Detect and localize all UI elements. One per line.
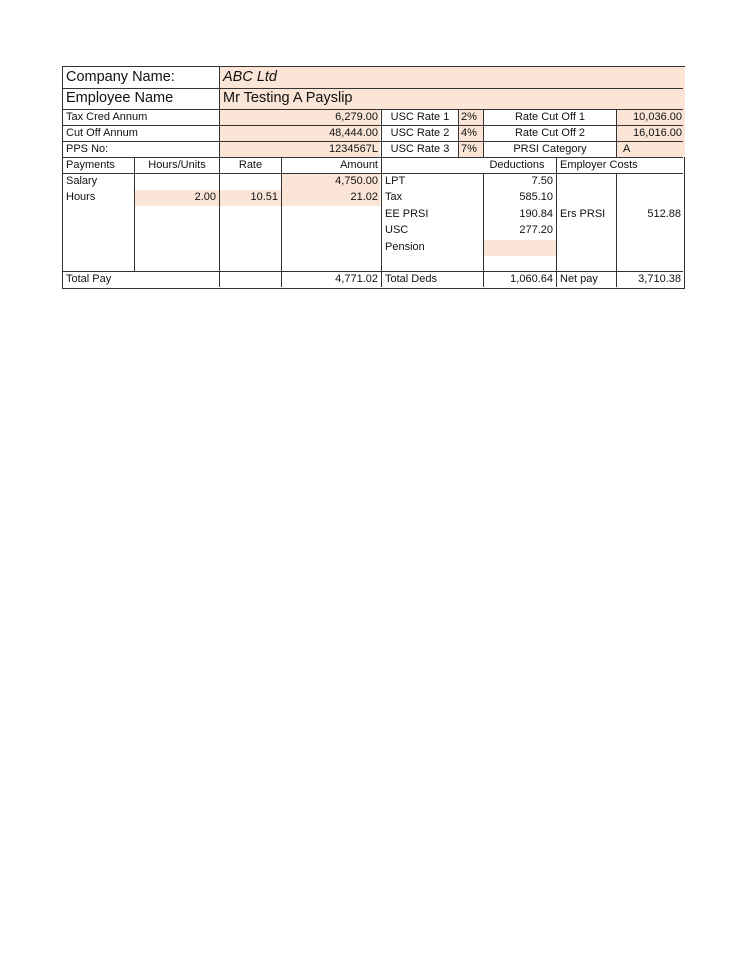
tax-cred-value: 6,279.00 <box>335 111 378 123</box>
payment-salary-label: Salary <box>66 175 98 187</box>
deduction-tax-value: 585.10 <box>519 191 553 203</box>
usc-rate-2-value: 4% <box>461 127 477 139</box>
deduction-lpt-value: 7.50 <box>531 175 553 187</box>
payslip-table <box>62 66 685 289</box>
usc-rate-1-value: 2% <box>461 111 477 123</box>
header-deductions: Deductions <box>489 159 545 171</box>
rate-cut-off-2-label: Rate Cut Off 2 <box>514 127 586 139</box>
prsi-category-label: PRSI Category <box>513 143 587 155</box>
payment-hours-amount: 21.02 <box>350 191 378 203</box>
employee-value: Mr Testing A Payslip <box>223 90 353 106</box>
deduction-tax-label: Tax <box>385 191 403 203</box>
header-payments: Payments <box>66 159 115 171</box>
payment-hours-units: 2.00 <box>194 191 216 203</box>
pension-fill <box>484 240 556 256</box>
header-hours-units: Hours/Units <box>148 159 206 171</box>
net-pay-value: 3,710.38 <box>638 273 681 285</box>
pps-value: 1234567L <box>329 143 378 155</box>
employer-ers-prsi-value: 512.88 <box>647 208 681 220</box>
deduction-ee-prsi-value: 190.84 <box>519 208 553 220</box>
rate-cut-off-2-value: 16,016.00 <box>633 127 682 139</box>
prsi-category-value: A <box>623 143 631 155</box>
employee-label: Employee Name <box>66 90 174 106</box>
cut-off-value: 48,444.00 <box>329 127 378 139</box>
header-rate: Rate <box>238 159 263 171</box>
company-value: ABC Ltd <box>223 69 277 85</box>
cut-off-label: Cut Off Annum <box>66 127 138 139</box>
company-label: Company Name: <box>66 69 175 85</box>
pps-label: PPS No: <box>66 143 109 155</box>
rate-cut-off-1-value: 10,036.00 <box>633 111 682 123</box>
total-deds-value: 1,060.64 <box>510 273 553 285</box>
deduction-pension-label: Pension <box>385 241 425 253</box>
deduction-ee-prsi-label: EE PRSI <box>385 208 429 220</box>
payment-hours-label: Hours <box>66 191 96 203</box>
header-amount: Amount <box>340 159 378 171</box>
usc-rate-3-value: 7% <box>461 143 477 155</box>
usc-rate-3-label: USC Rate 3 <box>390 143 450 155</box>
usc-rate-1-label: USC Rate 1 <box>390 111 450 123</box>
tax-cred-label: Tax Cred Annum <box>66 111 148 123</box>
net-pay-label: Net pay <box>560 273 598 285</box>
employer-ers-prsi-label: Ers PRSI <box>560 208 606 220</box>
deduction-usc-label: USC <box>385 224 409 236</box>
deduction-lpt-label: LPT <box>385 175 406 187</box>
total-pay-value: 4,771.02 <box>335 273 378 285</box>
payment-salary-amount: 4,750.00 <box>335 175 378 187</box>
usc-rate-2-label: USC Rate 2 <box>390 127 450 139</box>
header-employer-costs: Employer Costs <box>557 158 684 173</box>
rate-cut-off-1-label: Rate Cut Off 1 <box>514 111 586 123</box>
total-pay-label: Total Pay <box>66 273 112 285</box>
total-deds-label: Total Deds <box>385 273 437 285</box>
deduction-usc-value: 277.20 <box>519 224 553 236</box>
payment-hours-rate: 10.51 <box>250 191 278 203</box>
